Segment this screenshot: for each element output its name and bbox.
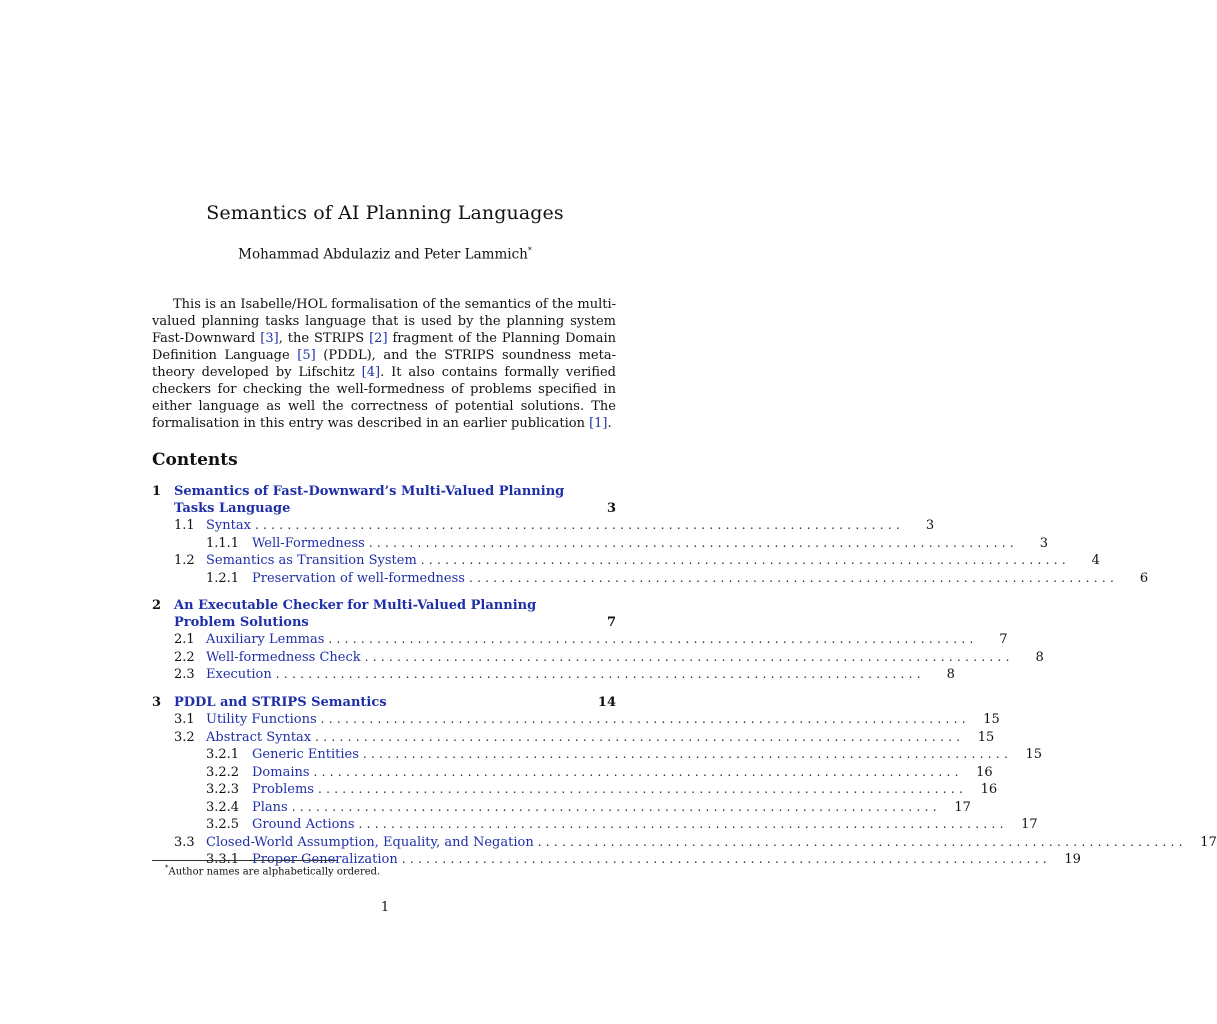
toc-entry-page: 3 bbox=[925, 518, 935, 533]
abstract-text: . bbox=[607, 416, 612, 431]
toc-dot-leader: ................................................................................ bbox=[468, 570, 1119, 585]
toc-entry[interactable] bbox=[152, 570, 1149, 588]
toc-entry-link[interactable]: Execution bbox=[206, 667, 272, 682]
author-footnote-mark[interactable]: * bbox=[527, 246, 532, 255]
footnote bbox=[165, 864, 380, 877]
citation-link[interactable]: [3] bbox=[260, 331, 279, 346]
toc-entry-number: 3.3.1 bbox=[206, 852, 240, 867]
toc-section-number: 3 bbox=[152, 694, 162, 710]
toc-dot-leader: ................................................................................ bbox=[291, 799, 941, 814]
toc-entry-link[interactable]: Plans bbox=[252, 799, 288, 815]
toc-entry-page: 17 bbox=[954, 799, 971, 815]
toc-entry-link[interactable]: Well-formedness Check bbox=[206, 649, 361, 665]
toc-section-row[interactable] bbox=[152, 695, 616, 712]
toc-section-page: 3 bbox=[606, 500, 616, 516]
toc-entry[interactable] bbox=[152, 631, 1008, 649]
toc-entry-number: 1.1.1 bbox=[206, 535, 240, 551]
toc-entry-number: 3.3 bbox=[174, 834, 195, 850]
footnote-mark: * bbox=[165, 864, 169, 872]
toc-entry-number: 3.2.3 bbox=[206, 782, 240, 797]
abstract-text: fragment of the Planning Domain Definition Language bbox=[152, 331, 616, 363]
toc-entry-page: 7 bbox=[999, 632, 1008, 647]
toc-dot-leader: ................................................................................ bbox=[275, 667, 925, 681]
toc-entry-link[interactable]: Syntax bbox=[206, 518, 251, 533]
toc-entry-link[interactable]: Preservation of well-formedness bbox=[252, 570, 465, 586]
toc-dot-leader: ................................................................................ bbox=[364, 649, 1014, 664]
abstract-text: This is an Isabelle/HOL formalisation of the semantics of the multi-valued planning tasks language that is used by the planning system Fast-Downward bbox=[152, 297, 616, 346]
toc-section-number: 1 bbox=[152, 484, 162, 499]
toc-entry[interactable] bbox=[152, 764, 993, 782]
abstract bbox=[152, 296, 616, 432]
citation-link[interactable]: [5] bbox=[297, 348, 316, 363]
toc-dot-leader: ................................................................................ bbox=[315, 729, 965, 744]
citation-link[interactable]: [4] bbox=[361, 365, 381, 380]
toc-entry-page: 15 bbox=[977, 729, 995, 745]
toc-entry[interactable] bbox=[152, 649, 1044, 667]
toc-dot-leader: ................................................................................ bbox=[358, 817, 1008, 831]
toc-entry[interactable] bbox=[152, 711, 1000, 729]
toc-entry[interactable] bbox=[152, 535, 1048, 553]
toc-entry[interactable] bbox=[152, 729, 995, 747]
toc-dot-leader: ................................................................................ bbox=[320, 712, 970, 726]
toc-section-link[interactable]: PDDL and STRIPS Semantics bbox=[174, 694, 387, 710]
page-number: 1 bbox=[380, 900, 390, 915]
toc-entry-number: 3.1 bbox=[174, 712, 195, 727]
toc-section-row[interactable] bbox=[152, 598, 616, 631]
toc-entry-link[interactable]: Proper Generalization bbox=[252, 852, 398, 867]
toc-section-page: 14 bbox=[597, 694, 616, 710]
toc-entry-link[interactable]: Auxiliary Lemmas bbox=[206, 632, 325, 647]
toc-dot-leader: ................................................................................ bbox=[313, 764, 963, 779]
toc-entry[interactable] bbox=[152, 666, 955, 684]
toc-section-page: 7 bbox=[606, 614, 616, 630]
toc-entry-link[interactable]: Well-Formedness bbox=[252, 535, 365, 551]
footnote-rule bbox=[152, 860, 337, 861]
toc-entry-page: 19 bbox=[1064, 852, 1081, 867]
toc-dot-leader: ................................................................................ bbox=[317, 782, 968, 796]
toc-entry[interactable] bbox=[152, 781, 998, 799]
toc-entry-page: 8 bbox=[1035, 649, 1044, 665]
toc-dot-leader: ................................................................................ bbox=[420, 553, 1070, 567]
toc-entry-link[interactable]: Problems bbox=[252, 782, 314, 797]
toc-entry-number: 3.2 bbox=[174, 729, 195, 745]
toc-dot-leader: ................................................................................ bbox=[254, 518, 905, 532]
toc-entry-page: 16 bbox=[980, 782, 998, 797]
toc-section-row[interactable] bbox=[152, 484, 616, 517]
toc-entry-number: 2.3 bbox=[174, 667, 195, 682]
toc-section-number: 2 bbox=[152, 598, 162, 613]
toc-entry[interactable] bbox=[152, 799, 971, 817]
toc-entry[interactable] bbox=[152, 834, 1217, 852]
toc-entry-number: 3.2.4 bbox=[206, 799, 240, 815]
toc-entry[interactable] bbox=[152, 746, 1043, 764]
toc-dot-leader: ................................................................................ bbox=[368, 535, 1018, 550]
toc-entry-page: 15 bbox=[983, 712, 1000, 727]
toc-entry-link[interactable]: Ground Actions bbox=[252, 817, 355, 832]
abstract-text: , the STRIPS bbox=[278, 331, 370, 346]
citation-link[interactable]: [2] bbox=[369, 331, 388, 346]
toc-entry-page: 15 bbox=[1025, 747, 1043, 762]
toc-section-link[interactable]: An Executable Checker for Multi-Valued Planning Problem Solutions bbox=[174, 598, 537, 630]
toc-entry-number: 1.1 bbox=[174, 518, 195, 533]
paper-title: Semantics of AI Planning Languages bbox=[206, 202, 564, 224]
toc-entry[interactable] bbox=[152, 552, 1100, 570]
toc-entry-number: 2.2 bbox=[174, 649, 195, 665]
toc-entry-page: 8 bbox=[946, 667, 955, 682]
toc-entry-page: 3 bbox=[1039, 535, 1048, 551]
abstract-text: . It also contains formally verified checkers for checking the well-formedness of problems specified in either language as well the correctness of potential solutions. The formalisation in this entry was described in an earlier publication bbox=[152, 365, 617, 431]
toc-entry-number: 3.2.5 bbox=[206, 817, 240, 832]
toc-entry-link[interactable]: Abstract Syntax bbox=[206, 729, 312, 745]
toc-entry[interactable] bbox=[152, 517, 935, 535]
toc-entry-number: 2.1 bbox=[174, 632, 195, 647]
toc-entry-number: 3.2.2 bbox=[206, 764, 240, 780]
abstract-text: (PDDL), and the STRIPS soundness meta-theory developed by Lifschitz bbox=[152, 348, 616, 380]
toc-entry-page: 4 bbox=[1091, 553, 1100, 568]
toc-entry-link[interactable]: Generic Entities bbox=[252, 747, 359, 762]
toc-dot-leader: ................................................................................ bbox=[537, 834, 1187, 849]
toc-entry-number: 1.2.1 bbox=[206, 570, 240, 586]
toc-entry[interactable] bbox=[152, 816, 1038, 834]
toc-section bbox=[152, 694, 1217, 869]
toc-entry-link[interactable]: Utility Functions bbox=[206, 712, 317, 727]
toc-entry-link[interactable]: Closed-World Assumption, Equality, and Negation bbox=[206, 834, 534, 850]
contents-heading: Contents bbox=[152, 450, 238, 470]
toc-entry-link[interactable]: Semantics as Transition System bbox=[206, 553, 417, 568]
table-of-contents bbox=[152, 484, 1217, 880]
toc-section-link[interactable]: Semantics of Fast-Downward’s Multi-Valued Planning Tasks Language bbox=[174, 484, 565, 516]
author-line bbox=[0, 246, 770, 263]
toc-dot-leader: ................................................................................ bbox=[328, 632, 978, 646]
toc-entry-page: 6 bbox=[1139, 570, 1149, 586]
toc-entry-page: 17 bbox=[1021, 817, 1038, 832]
footnote-text: Author names are alphabetically ordered. bbox=[168, 866, 381, 878]
citation-link[interactable]: [1] bbox=[589, 416, 608, 431]
toc-entry-page: 16 bbox=[976, 764, 993, 780]
toc-section bbox=[152, 598, 1044, 684]
toc-dot-leader: ................................................................................ bbox=[362, 747, 1013, 761]
author-names: Mohammad Abdulaziz and Peter Lammich bbox=[238, 246, 528, 263]
toc-entry-number: 1.2 bbox=[174, 553, 195, 568]
toc-entry-page: 17 bbox=[1200, 834, 1217, 850]
toc-entry-link[interactable]: Domains bbox=[252, 764, 310, 780]
toc-section bbox=[152, 484, 1149, 587]
toc-dot-leader: ................................................................................ bbox=[401, 852, 1051, 866]
toc-entry-number: 3.2.1 bbox=[206, 747, 240, 762]
